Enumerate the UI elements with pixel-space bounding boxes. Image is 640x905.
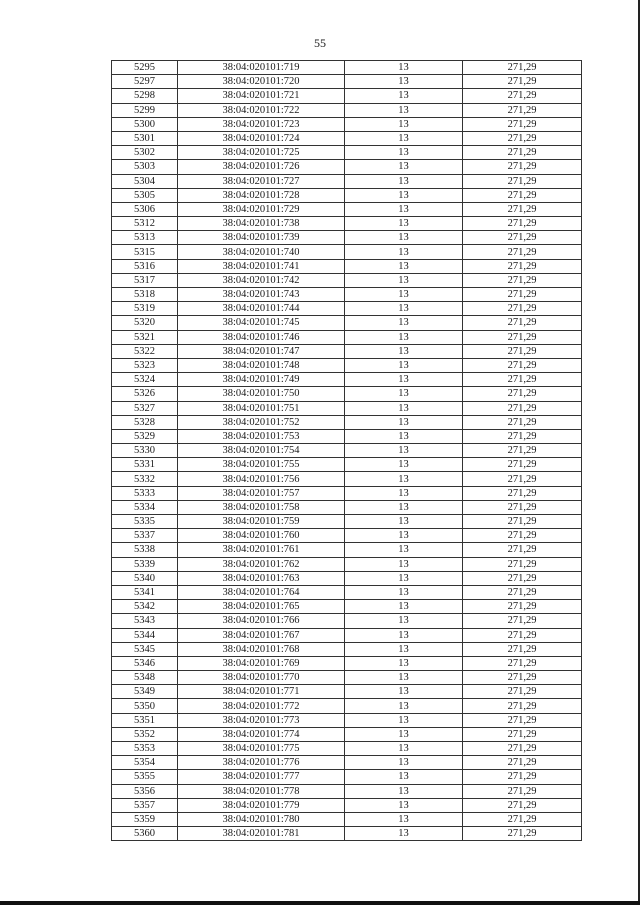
table-row — [112, 160, 582, 174]
cadastral-number-cell: 38:04:020101:747 — [178, 344, 345, 358]
cadastral-number-cell: 38:04:020101:775 — [178, 742, 345, 756]
value-cell: 13 — [345, 770, 463, 784]
table-row — [112, 671, 582, 685]
cadastral-number-cell: 38:04:020101:769 — [178, 656, 345, 670]
row-number-cell: 5340 — [112, 571, 178, 585]
cadastral-number-cell: 38:04:020101:771 — [178, 685, 345, 699]
row-number-cell: 5319 — [112, 302, 178, 316]
row-number-cell: 5345 — [112, 642, 178, 656]
row-number-cell: 5354 — [112, 756, 178, 770]
cadastral-number-cell: 38:04:020101:720 — [178, 75, 345, 89]
table-row — [112, 117, 582, 131]
value-cell: 13 — [345, 727, 463, 741]
cadastral-number-cell: 38:04:020101:763 — [178, 571, 345, 585]
amount-cell: 271,29 — [463, 358, 582, 372]
amount-cell: 271,29 — [463, 245, 582, 259]
cadastral-number-cell: 38:04:020101:719 — [178, 61, 345, 75]
cadastral-number-cell: 38:04:020101:779 — [178, 798, 345, 812]
amount-cell: 271,29 — [463, 202, 582, 216]
value-cell: 13 — [345, 812, 463, 826]
value-cell: 13 — [345, 500, 463, 514]
table-row — [112, 500, 582, 514]
value-cell: 13 — [345, 288, 463, 302]
amount-cell: 271,29 — [463, 387, 582, 401]
value-cell: 13 — [345, 61, 463, 75]
amount-cell: 271,29 — [463, 273, 582, 287]
scan-edge-bottom — [0, 901, 640, 905]
amount-cell: 271,29 — [463, 827, 582, 841]
amount-cell: 271,29 — [463, 543, 582, 557]
table-row — [112, 600, 582, 614]
amount-cell: 271,29 — [463, 373, 582, 387]
value-cell: 13 — [345, 358, 463, 372]
value-cell: 13 — [345, 330, 463, 344]
row-number-cell: 5339 — [112, 557, 178, 571]
row-number-cell: 5302 — [112, 146, 178, 160]
table-body — [112, 61, 582, 841]
value-cell: 13 — [345, 302, 463, 316]
table-row — [112, 699, 582, 713]
table-row — [112, 685, 582, 699]
cadastral-number-cell: 38:04:020101:778 — [178, 784, 345, 798]
table-row — [112, 302, 582, 316]
table-row — [112, 770, 582, 784]
table-row — [112, 458, 582, 472]
value-cell: 13 — [345, 529, 463, 543]
cadastral-number-cell: 38:04:020101:780 — [178, 812, 345, 826]
row-number-cell: 5342 — [112, 600, 178, 614]
amount-cell: 271,29 — [463, 188, 582, 202]
row-number-cell: 5317 — [112, 273, 178, 287]
row-number-cell: 5332 — [112, 472, 178, 486]
cadastral-number-cell: 38:04:020101:765 — [178, 600, 345, 614]
value-cell: 13 — [345, 146, 463, 160]
cadastral-number-cell: 38:04:020101:762 — [178, 557, 345, 571]
table-row — [112, 387, 582, 401]
cadastral-number-cell: 38:04:020101:741 — [178, 259, 345, 273]
value-cell: 13 — [345, 217, 463, 231]
amount-cell: 271,29 — [463, 742, 582, 756]
amount-cell: 271,29 — [463, 146, 582, 160]
cadastral-number-cell: 38:04:020101:744 — [178, 302, 345, 316]
value-cell: 13 — [345, 316, 463, 330]
row-number-cell: 5305 — [112, 188, 178, 202]
row-number-cell: 5324 — [112, 373, 178, 387]
cadastral-number-cell: 38:04:020101:781 — [178, 827, 345, 841]
value-cell: 13 — [345, 231, 463, 245]
cadastral-number-cell: 38:04:020101:766 — [178, 614, 345, 628]
value-cell: 13 — [345, 656, 463, 670]
table-row — [112, 486, 582, 500]
table-row — [112, 784, 582, 798]
amount-cell: 271,29 — [463, 259, 582, 273]
row-number-cell: 5344 — [112, 628, 178, 642]
amount-cell: 271,29 — [463, 628, 582, 642]
value-cell: 13 — [345, 75, 463, 89]
amount-cell: 271,29 — [463, 600, 582, 614]
value-cell: 13 — [345, 458, 463, 472]
amount-cell: 271,29 — [463, 557, 582, 571]
amount-cell: 271,29 — [463, 614, 582, 628]
data-table-container — [111, 60, 582, 841]
amount-cell: 271,29 — [463, 472, 582, 486]
row-number-cell: 5298 — [112, 89, 178, 103]
row-number-cell: 5295 — [112, 61, 178, 75]
amount-cell: 271,29 — [463, 174, 582, 188]
table-row — [112, 557, 582, 571]
table-row — [112, 656, 582, 670]
cadastral-number-cell: 38:04:020101:757 — [178, 486, 345, 500]
row-number-cell: 5338 — [112, 543, 178, 557]
cadastral-number-cell: 38:04:020101:742 — [178, 273, 345, 287]
row-number-cell: 5337 — [112, 529, 178, 543]
value-cell: 13 — [345, 543, 463, 557]
amount-cell: 271,29 — [463, 642, 582, 656]
row-number-cell: 5300 — [112, 117, 178, 131]
row-number-cell: 5349 — [112, 685, 178, 699]
value-cell: 13 — [345, 515, 463, 529]
value-cell: 13 — [345, 444, 463, 458]
value-cell: 13 — [345, 259, 463, 273]
cadastral-number-cell: 38:04:020101:773 — [178, 713, 345, 727]
cadastral-number-cell: 38:04:020101:776 — [178, 756, 345, 770]
table-row — [112, 202, 582, 216]
row-number-cell: 5316 — [112, 259, 178, 273]
row-number-cell: 5355 — [112, 770, 178, 784]
amount-cell: 271,29 — [463, 770, 582, 784]
row-number-cell: 5304 — [112, 174, 178, 188]
table-row — [112, 812, 582, 826]
row-number-cell: 5303 — [112, 160, 178, 174]
table-row — [112, 444, 582, 458]
amount-cell: 271,29 — [463, 217, 582, 231]
table-row — [112, 798, 582, 812]
cadastral-number-cell: 38:04:020101:760 — [178, 529, 345, 543]
amount-cell: 271,29 — [463, 500, 582, 514]
value-cell: 13 — [345, 344, 463, 358]
row-number-cell: 5357 — [112, 798, 178, 812]
amount-cell: 271,29 — [463, 486, 582, 500]
value-cell: 13 — [345, 429, 463, 443]
row-number-cell: 5359 — [112, 812, 178, 826]
row-number-cell: 5350 — [112, 699, 178, 713]
amount-cell: 271,29 — [463, 699, 582, 713]
value-cell: 13 — [345, 628, 463, 642]
cadastral-number-cell: 38:04:020101:759 — [178, 515, 345, 529]
table-row — [112, 401, 582, 415]
cadastral-number-cell: 38:04:020101:738 — [178, 217, 345, 231]
table-row — [112, 415, 582, 429]
table-row — [112, 330, 582, 344]
table-row — [112, 344, 582, 358]
value-cell: 13 — [345, 373, 463, 387]
amount-cell: 271,29 — [463, 117, 582, 131]
amount-cell: 271,29 — [463, 515, 582, 529]
value-cell: 13 — [345, 202, 463, 216]
table-row — [112, 429, 582, 443]
value-cell: 13 — [345, 103, 463, 117]
row-number-cell: 5306 — [112, 202, 178, 216]
data-table — [111, 60, 582, 841]
table-row — [112, 231, 582, 245]
cadastral-number-cell: 38:04:020101:758 — [178, 500, 345, 514]
cadastral-number-cell: 38:04:020101:721 — [178, 89, 345, 103]
value-cell: 13 — [345, 472, 463, 486]
cadastral-number-cell: 38:04:020101:746 — [178, 330, 345, 344]
value-cell: 13 — [345, 415, 463, 429]
cadastral-number-cell: 38:04:020101:777 — [178, 770, 345, 784]
amount-cell: 271,29 — [463, 288, 582, 302]
table-row — [112, 742, 582, 756]
amount-cell: 271,29 — [463, 401, 582, 415]
cadastral-number-cell: 38:04:020101:764 — [178, 585, 345, 599]
cadastral-number-cell: 38:04:020101:748 — [178, 358, 345, 372]
cadastral-number-cell: 38:04:020101:743 — [178, 288, 345, 302]
value-cell: 13 — [345, 89, 463, 103]
amount-cell: 271,29 — [463, 61, 582, 75]
value-cell: 13 — [345, 600, 463, 614]
table-row — [112, 131, 582, 145]
page-number: 55 — [314, 36, 326, 50]
cadastral-number-cell: 38:04:020101:729 — [178, 202, 345, 216]
value-cell: 13 — [345, 699, 463, 713]
amount-cell: 271,29 — [463, 585, 582, 599]
row-number-cell: 5321 — [112, 330, 178, 344]
table-row — [112, 188, 582, 202]
amount-cell: 271,29 — [463, 160, 582, 174]
row-number-cell: 5327 — [112, 401, 178, 415]
cadastral-number-cell: 38:04:020101:724 — [178, 131, 345, 145]
amount-cell: 271,29 — [463, 656, 582, 670]
amount-cell: 271,29 — [463, 103, 582, 117]
table-row — [112, 628, 582, 642]
value-cell: 13 — [345, 188, 463, 202]
table-row — [112, 89, 582, 103]
amount-cell: 271,29 — [463, 429, 582, 443]
cadastral-number-cell: 38:04:020101:753 — [178, 429, 345, 443]
table-row — [112, 288, 582, 302]
row-number-cell: 5323 — [112, 358, 178, 372]
table-row — [112, 373, 582, 387]
value-cell: 13 — [345, 798, 463, 812]
value-cell: 13 — [345, 117, 463, 131]
table-row — [112, 515, 582, 529]
cadastral-number-cell: 38:04:020101:727 — [178, 174, 345, 188]
cadastral-number-cell: 38:04:020101:761 — [178, 543, 345, 557]
value-cell: 13 — [345, 131, 463, 145]
table-row — [112, 75, 582, 89]
table-row — [112, 756, 582, 770]
value-cell: 13 — [345, 827, 463, 841]
amount-cell: 271,29 — [463, 685, 582, 699]
row-number-cell: 5333 — [112, 486, 178, 500]
row-number-cell: 5315 — [112, 245, 178, 259]
cadastral-number-cell: 38:04:020101:726 — [178, 160, 345, 174]
row-number-cell: 5330 — [112, 444, 178, 458]
row-number-cell: 5328 — [112, 415, 178, 429]
cadastral-number-cell: 38:04:020101:752 — [178, 415, 345, 429]
amount-cell: 271,29 — [463, 727, 582, 741]
cadastral-number-cell: 38:04:020101:745 — [178, 316, 345, 330]
amount-cell: 271,29 — [463, 316, 582, 330]
table-row — [112, 713, 582, 727]
value-cell: 13 — [345, 614, 463, 628]
row-number-cell: 5318 — [112, 288, 178, 302]
amount-cell: 271,29 — [463, 458, 582, 472]
cadastral-number-cell: 38:04:020101:751 — [178, 401, 345, 415]
value-cell: 13 — [345, 387, 463, 401]
table-row — [112, 543, 582, 557]
cadastral-number-cell: 38:04:020101:774 — [178, 727, 345, 741]
amount-cell: 271,29 — [463, 671, 582, 685]
row-number-cell: 5353 — [112, 742, 178, 756]
value-cell: 13 — [345, 174, 463, 188]
amount-cell: 271,29 — [463, 89, 582, 103]
table-row — [112, 259, 582, 273]
row-number-cell: 5334 — [112, 500, 178, 514]
cadastral-number-cell: 38:04:020101:723 — [178, 117, 345, 131]
value-cell: 13 — [345, 784, 463, 798]
table-row — [112, 571, 582, 585]
amount-cell: 271,29 — [463, 798, 582, 812]
amount-cell: 271,29 — [463, 571, 582, 585]
row-number-cell: 5329 — [112, 429, 178, 443]
value-cell: 13 — [345, 557, 463, 571]
table-row — [112, 61, 582, 75]
row-number-cell: 5312 — [112, 217, 178, 231]
value-cell: 13 — [345, 742, 463, 756]
row-number-cell: 5301 — [112, 131, 178, 145]
value-cell: 13 — [345, 571, 463, 585]
row-number-cell: 5351 — [112, 713, 178, 727]
row-number-cell: 5299 — [112, 103, 178, 117]
value-cell: 13 — [345, 273, 463, 287]
value-cell: 13 — [345, 642, 463, 656]
table-row — [112, 529, 582, 543]
row-number-cell: 5320 — [112, 316, 178, 330]
cadastral-number-cell: 38:04:020101:754 — [178, 444, 345, 458]
cadastral-number-cell: 38:04:020101:725 — [178, 146, 345, 160]
amount-cell: 271,29 — [463, 344, 582, 358]
row-number-cell: 5341 — [112, 585, 178, 599]
cadastral-number-cell: 38:04:020101:739 — [178, 231, 345, 245]
amount-cell: 271,29 — [463, 302, 582, 316]
cadastral-number-cell: 38:04:020101:767 — [178, 628, 345, 642]
table-row — [112, 245, 582, 259]
value-cell: 13 — [345, 245, 463, 259]
row-number-cell: 5360 — [112, 827, 178, 841]
cadastral-number-cell: 38:04:020101:740 — [178, 245, 345, 259]
table-row — [112, 727, 582, 741]
table-row — [112, 358, 582, 372]
table-row — [112, 585, 582, 599]
amount-cell: 271,29 — [463, 415, 582, 429]
table-row — [112, 103, 582, 117]
amount-cell: 271,29 — [463, 444, 582, 458]
cadastral-number-cell: 38:04:020101:728 — [178, 188, 345, 202]
table-row — [112, 472, 582, 486]
row-number-cell: 5352 — [112, 727, 178, 741]
row-number-cell: 5335 — [112, 515, 178, 529]
value-cell: 13 — [345, 160, 463, 174]
table-row — [112, 614, 582, 628]
amount-cell: 271,29 — [463, 231, 582, 245]
cadastral-number-cell: 38:04:020101:722 — [178, 103, 345, 117]
amount-cell: 271,29 — [463, 784, 582, 798]
amount-cell: 271,29 — [463, 529, 582, 543]
cadastral-number-cell: 38:04:020101:756 — [178, 472, 345, 486]
table-row — [112, 217, 582, 231]
amount-cell: 271,29 — [463, 131, 582, 145]
row-number-cell: 5297 — [112, 75, 178, 89]
cadastral-number-cell: 38:04:020101:749 — [178, 373, 345, 387]
table-row — [112, 174, 582, 188]
row-number-cell: 5343 — [112, 614, 178, 628]
cadastral-number-cell: 38:04:020101:770 — [178, 671, 345, 685]
cadastral-number-cell: 38:04:020101:755 — [178, 458, 345, 472]
value-cell: 13 — [345, 713, 463, 727]
row-number-cell: 5326 — [112, 387, 178, 401]
amount-cell: 271,29 — [463, 713, 582, 727]
value-cell: 13 — [345, 585, 463, 599]
table-row — [112, 146, 582, 160]
value-cell: 13 — [345, 671, 463, 685]
value-cell: 13 — [345, 486, 463, 500]
row-number-cell: 5356 — [112, 784, 178, 798]
table-row — [112, 827, 582, 841]
row-number-cell: 5331 — [112, 458, 178, 472]
amount-cell: 271,29 — [463, 330, 582, 344]
cadastral-number-cell: 38:04:020101:768 — [178, 642, 345, 656]
amount-cell: 271,29 — [463, 756, 582, 770]
value-cell: 13 — [345, 401, 463, 415]
value-cell: 13 — [345, 685, 463, 699]
cadastral-number-cell: 38:04:020101:772 — [178, 699, 345, 713]
table-row — [112, 316, 582, 330]
table-row — [112, 642, 582, 656]
value-cell: 13 — [345, 756, 463, 770]
table-row — [112, 273, 582, 287]
row-number-cell: 5322 — [112, 344, 178, 358]
row-number-cell: 5348 — [112, 671, 178, 685]
row-number-cell: 5346 — [112, 656, 178, 670]
amount-cell: 271,29 — [463, 75, 582, 89]
cadastral-number-cell: 38:04:020101:750 — [178, 387, 345, 401]
row-number-cell: 5313 — [112, 231, 178, 245]
amount-cell: 271,29 — [463, 812, 582, 826]
